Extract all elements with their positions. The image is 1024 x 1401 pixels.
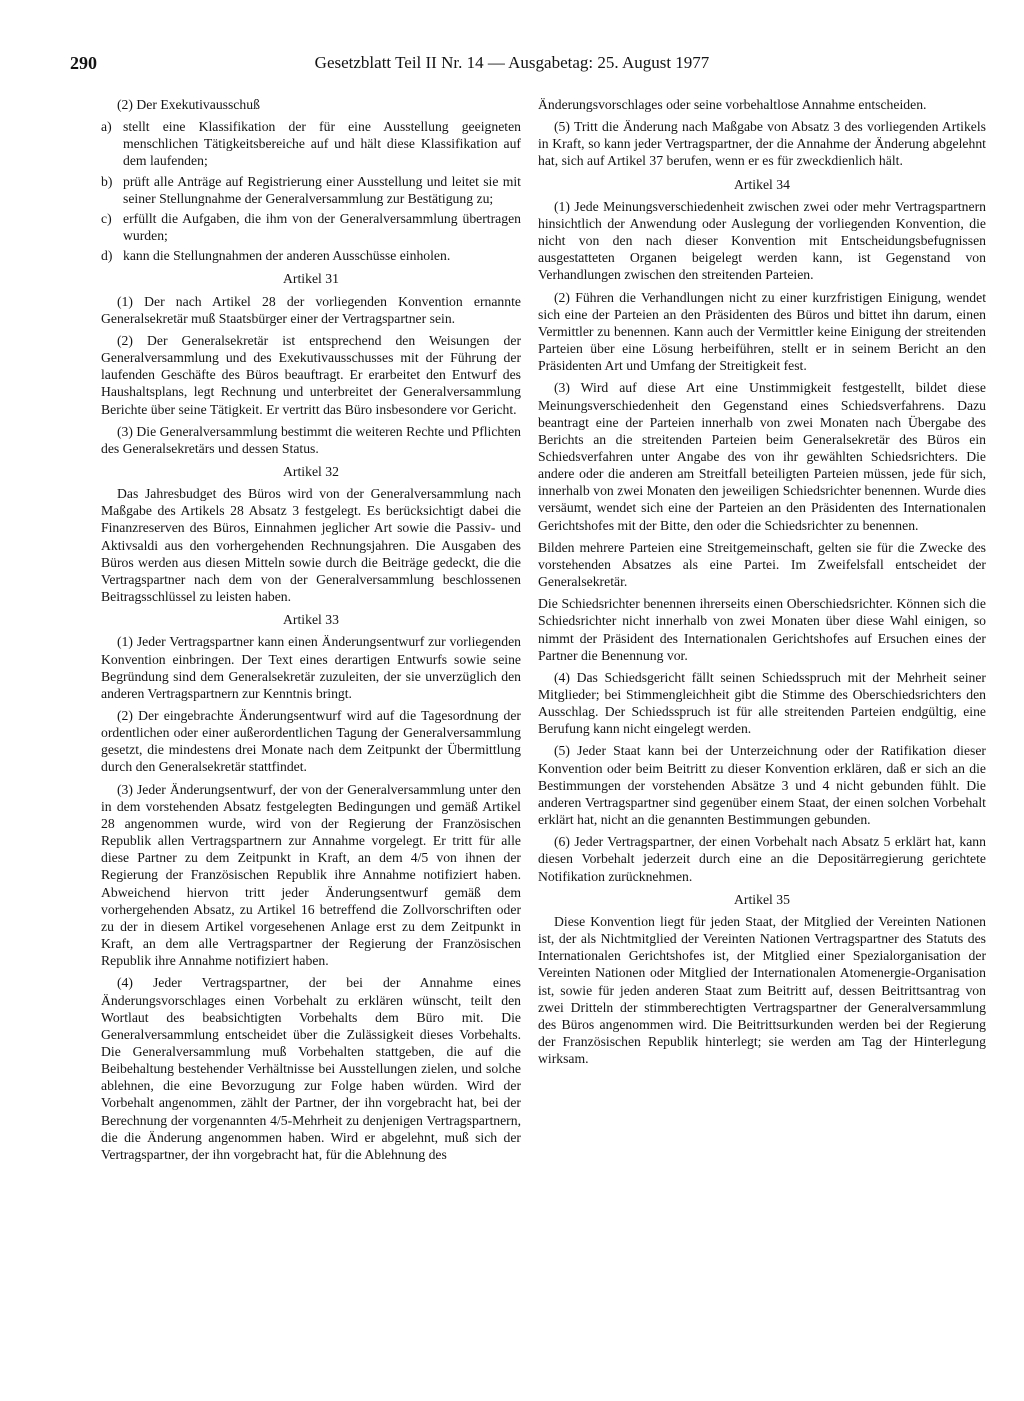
list-item bbox=[101, 118, 521, 169]
article-34-para-3-second-continued: Die Schiedsrichter benennen ihrerseits einen Oberschiedsrichter. Können sich die Schiedsrichter nicht innerhalb von zwei Monaten über diese Wahl einigen, so nimmt der Präsident des Internationalen Gerichtshofes auf Ersuchen eines der Partner die Benennung vor. bbox=[538, 596, 986, 663]
left-column bbox=[101, 96, 521, 1168]
list-item-text: stellt eine Klassifikation der für eine Ausstellung geeigneten menschlichen Tätigkeitsbereiche auf und hält diese Klassifikation auf dem laufenden; bbox=[123, 119, 521, 169]
list-item bbox=[101, 247, 521, 264]
article-34-para-2: (2) Führen die Verhandlungen nicht zu einer kurzfristigen Einigung, wendet sich eine der Parteien an den Präsidenten des Büros und bittet ihn darum, einen Vermittler zu benennen. Kann auch der Vermittler keine Einigung der streitenden Parteien über eine Lösung herbeiführen, stellt er in seinem Bericht an den Präsidenten Art und Umfang der Streitigkeit fest. bbox=[538, 289, 986, 374]
article-34-heading: Artikel 34 bbox=[734, 176, 790, 192]
article-33-para-2: (2) Der eingebrachte Änderungsentwurf wird auf die Tagesordnung der ordentlichen oder einer außerordentlichen Tagung der Generalversammlung gesetzt, die mindestens drei Monate nach dem Zeitpunkt der Übermittlung durch den Generalsekretär stattfindet. bbox=[101, 708, 521, 775]
article-31-para-3: (3) Die Generalversammlung bestimmt die weiteren Rechte und Pflichten des Generalsekretärs und dessen Status. bbox=[101, 423, 521, 456]
article-34-para-4: (4) Das Schiedsgericht fällt seinen Schiedsspruch mit der Mehrheit seiner Mitglieder; bei Stimmengleichheit gibt die Stimme des Oberschiedsrichters den Ausschlag. Der Schiedsspruch ist für alle streitenden Parteien endgültig, eine Berufung kann nicht eingelegt werden. bbox=[538, 669, 986, 737]
article-31-para-2: (2) Der Generalsekretär ist entsprechend den Weisungen der Generalversammlung und des Exekutivausschusses mit der Führung der laufenden Geschäfte des Büros beauftragt. Er erarbeitet den Entwurf des Haushaltsplans, legt Rechnung und unterbreitet der Generalversammlung Berichte über seine Tätigkeit. Er vertritt das Büro insbesondere vor Gericht. bbox=[101, 332, 521, 417]
right-column bbox=[538, 96, 986, 1072]
article-30-para-2-intro: (2) Der Exekutivausschuß bbox=[117, 97, 260, 112]
article-34-para-3: (3) Wird auf diese Art eine Unstimmigkeit festgestellt, bildet diese Meinungsverschiedenheit den Gegenstand eines Schiedsverfahrens. Dazu beantragt eine der Parteien innerhalb von zwei Monaten nach Übergabe des Berichts an die streitenden Parteien beim Generalsekretär des Büros ein Schiedsverfahren unter Angabe des von ihr gewählten Schiedsrichters. Die andere oder die anderen am Streitfall beteiligten Parteien müssen, jede für sich, innerhalb von zwei Monaten den jeweiligen Schiedsrichter benennen. Wurde dies versäumt, wendet sich eine der Parteien an den Präsidenten des Internationalen Gerichtshofes mit der Bitte, den oder die Schiedsrichter zu benennen. bbox=[538, 380, 986, 533]
list-item-label: d) bbox=[101, 248, 113, 264]
article-34-para-6: (6) Jeder Vertragspartner, der einen Vorbehalt nach Absatz 5 erklärt hat, kann diesen Vorbehalt jederzeit durch eine an die Depositärregierung gerichtete Notifikation zurücknehmen. bbox=[538, 834, 986, 884]
article-34-para-1: (1) Jede Meinungsverschiedenheit zwischen zwei oder mehr Vertragspartnern hinsichtlich der Anwendung oder Auslegung der vorliegenden Konvention, die nicht von den nach dieser Konvention mit Entscheidungsbefugnissen ausgestatteten Organen beigelegt werden kann, ist Gegenstand von Verhandlungen zwischen den streitenden Parteien. bbox=[538, 198, 986, 283]
list-item-label: b) bbox=[101, 173, 113, 189]
article-32-heading: Artikel 32 bbox=[283, 463, 339, 479]
article-34-para-5: (5) Jeder Staat kann bei der Unterzeichnung oder der Ratifikation dieser Konvention oder beim Beitritt zu dieser Konvention erklären, daß er sich an die Bestimmungen der vorstehenden Absätze 3 und 4 nicht gebunden fühlt. Die anderen Vertragspartner sind gegenüber einem Staat, der einen solchen Vorbehalt erklärt hat, nicht an die genannten Bestimmungen gebunden. bbox=[538, 743, 986, 828]
list-item bbox=[101, 210, 521, 244]
article-33-heading: Artikel 33 bbox=[283, 612, 339, 628]
article-31-para-1: (1) Der nach Artikel 28 der vorliegenden Konvention ernannte Generalsekretär muß Staatsbürger einer der Vertragspartner sein. bbox=[101, 293, 521, 326]
list-item-label: a) bbox=[101, 119, 112, 135]
page-number: 290 bbox=[70, 53, 97, 73]
article-33-para-4: (4) Jeder Vertragspartner, der bei der Annahme eines Änderungsvorschlages einen Vorbehalt zu erklären wünscht, teilt den Wortlaut des beabsichtigten Vorbehalts dem Büro mit. Die Generalversammlung entscheidet über die Zulässigkeit dieses Vorbehalts. Die Generalversammlung muß Vorbehalten stattgeben, die auf die Beibehaltung bestehender Verhältnisse bei Ausstellungen zielen, und solche ablehnen, die eine Bevorzugung zur Folge haben würden. Wird der Vorbehalt angenommen, zählt der Partner, der ihn vorgebracht hat, bei der Berechnung der vorgenannten 4/5-Mehrheit zu denjenigen Vertragspartnern, die die Änderung angenommen haben. Wird er abgelehnt, muß sich der Vertragspartner, der ihn vorgebracht hat, für die Ablehnung des bbox=[101, 975, 521, 1162]
article-34-para-3-continued: Bilden mehrere Parteien eine Streitgemeinschaft, gelten sie für die Zwecke des vorstehenden Absatzes als eine Partei. Im Zweifelsfall entscheidet der Generalsekretär. bbox=[538, 539, 986, 590]
article-35-para-1: Diese Konvention liegt für jeden Staat, der Mitglied der Vereinten Nationen ist, der als Nichtmitglied der Vereinten Nationen Vertragspartner des Statuts des Internationalen Gerichtshofes ist, der Mitglied einer Spezialorganisation der Vereinten Nationen oder Mitglied der Internationalen Atomenergie-Organisation ist, sowie für jeden anderen Staat zum Beitritt auf, dessen Beitrittsantrag von zwei Dritteln der stimmberechtigten Vertragspartner der Generalversammlung des Büros angenommen wird. Die Beitrittsurkunden werden bei der Regierung der Französischen Republik hinterlegt; sie werden am Tag der Hinterlegung wirksam. bbox=[538, 913, 986, 1067]
article-35-heading: Artikel 35 bbox=[734, 891, 790, 907]
page-header bbox=[70, 53, 954, 79]
header-title: Gesetzblatt Teil II Nr. 14 — Ausgabetag: 25. August 1977 bbox=[314, 53, 710, 72]
article-33-para-1: (1) Jeder Vertragspartner kann einen Änderungsentwurf zur vorliegenden Konvention einbringen. Der Text eines derartigen Entwurfs sowie seine Begründung sind dem Generalsekretär zuzuleiten, der sie unverzüglich den anderen Vertragspartnern zur Kenntnis bringt. bbox=[101, 634, 521, 701]
list-item-text: erfüllt die Aufgaben, die ihm von der Generalversammlung übertragen wurden; bbox=[123, 210, 521, 244]
article-33-para-5: (5) Tritt die Änderung nach Maßgabe von Absatz 3 des vorliegenden Artikels in Kraft, so kann jeder Vertragspartner, der die Annahme der Änderung abgelehnt hat, sich auf Artikel 37 berufen, wenn er es für zweckdienlich hält. bbox=[538, 119, 986, 169]
article-33-para-3: (3) Jeder Änderungsentwurf, der von der Generalversammlung unter den in dem vorstehenden Absatz festgelegten Bedingungen und gemäß Artikel 28 angenommen wurde, wird von der Regierung der Französischen Republik allen Vertragspartnern zur Annahme vorgelegt. Er tritt für alle diese Partner zu dem Zeitpunkt in Kraft, an dem 4/5 von ihnen der Regierung der Französischen Republik ihre Annahme notifiziert haben. Abweichend hiervon tritt jeder Änderungsentwurf gemäß dem vorhergehenden Absatz, zu Artikel 16 betreffend die Zollvorschriften oder zu der in diesem Artikel vorgesehenen Anlage erst zu dem Zeitpunkt in Kraft, an dem alle Vertragspartner der Regierung der Französischen Republik ihre Annahme notifiziert haben. bbox=[101, 781, 521, 969]
list-item-text: kann die Stellungnahmen der anderen Ausschüsse einholen. bbox=[123, 248, 451, 264]
list-item-label: c) bbox=[101, 210, 112, 226]
article-31-heading: Artikel 31 bbox=[283, 271, 339, 287]
article-33-para-4-continued: Änderungsvorschlages oder seine vorbehaltlose Annahme entscheiden. bbox=[538, 97, 927, 112]
list-item-text: prüft alle Anträge auf Registrierung einer Ausstellung und leitet sie mit seiner Stellungnahme der Generalversammlung zur Bestätigung zu; bbox=[123, 173, 521, 206]
article-32-para-1: Das Jahresbudget des Büros wird von der Generalversammlung nach Maßgabe des Artikels 28 Absatz 3 festgelegt. Es berücksichtigt dabei die Finanzreserven des Büros, Einnahmen jeglicher Art sowie die Passiv- und Aktivsaldi aus den vorhergehenden Rechnungsjahren. Die Ausgaben des Büros werden aus diesen Mitteln sowie durch die Beiträge gedeckt, die die Vertragspartner nach dem von der Generalversammlung beschlossenen Beitragsschlüssel zu leisten haben. bbox=[101, 486, 521, 605]
list-item bbox=[101, 173, 521, 207]
